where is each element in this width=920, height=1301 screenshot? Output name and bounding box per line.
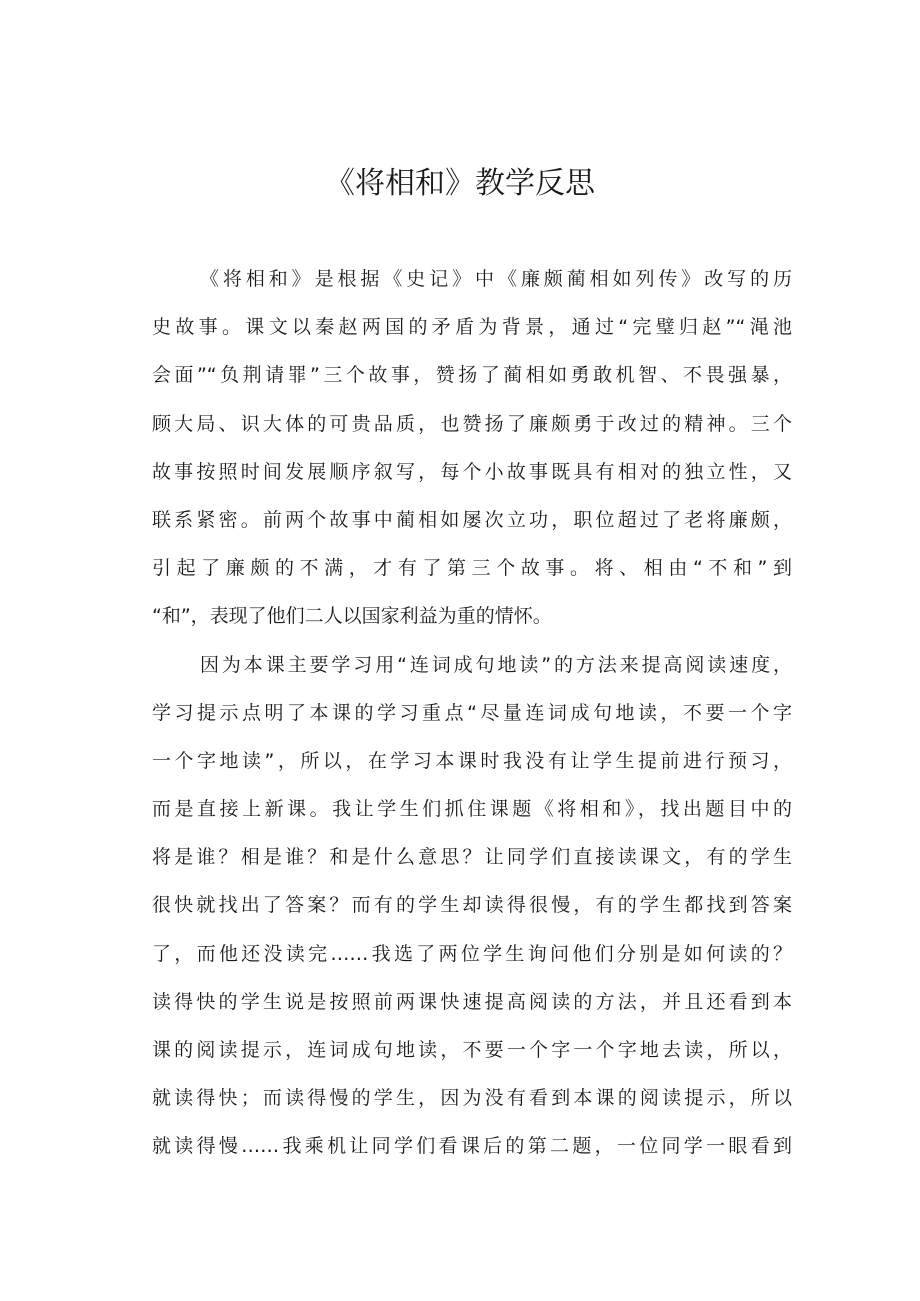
paragraph-1-line-2: 史故事。课文以秦赵两国的矛盾为背景，通过“完璧归赵”“渑池: [152, 316, 792, 339]
paragraph-2-line-2: 学习提示点明了本课的学习重点“尽量连词成句地读，不要一个字: [152, 701, 792, 724]
paragraph-1-line-8: “和”，表现了他们二人以国家利益为重的情怀。: [152, 605, 552, 628]
page-title: 《将相和》教学反思: [325, 166, 595, 201]
paragraph-1-line-7: 引起了廉颇的不满，才有了第三个故事。将、相由“不和”到: [152, 557, 792, 580]
paragraph-2-line-4: 而是直接上新课。我让学生们抓住课题《将相和》，找出题目中的: [152, 798, 792, 821]
paragraph-2-line-10: 就读得快；而读得慢的学生，因为没有看到本课的阅读提示，所以: [152, 1087, 792, 1110]
paragraph-1-line-5: 故事按照时间发展顺序叙写，每个小故事既具有相对的独立性，又: [152, 460, 792, 483]
paragraph-1-line-3: 会面”“负荆请罪”三个故事，赞扬了蔺相如勇敢机智、不畏强暴，: [152, 364, 792, 387]
paragraph-2-line-9: 课的阅读提示，连词成句地读，不要一个字一个字地去读，所以，: [152, 1039, 792, 1061]
paragraph-2-line-5: 将是谁？相是谁？和是什么意思？让同学们直接读课文，有的学生: [152, 846, 792, 869]
paragraph-2-line-11: 就读得慢……我乘机让同学们看课后的第二题，一位同学一眼看到: [152, 1135, 792, 1158]
paragraph-2-line-8: 读得快的学生说是按照前两课快速提高阅读的方法，并且还看到本: [152, 990, 792, 1013]
paragraph-2-line-6: 很快就找出了答案？而有的学生却读得很慢，有的学生都找到答案: [152, 894, 792, 917]
paragraph-1-line-6: 联系紧密。前两个故事中蔺相如屡次立功，职位超过了老将廉颇，: [152, 508, 792, 531]
paragraph-2-line-7: 了，而他还没读完……我选了两位学生询问他们分别是如何读的？: [152, 942, 792, 965]
paragraph-1-line-1: 《将相和》是根据《史记》中《廉颇蔺相如列传》改写的历: [200, 268, 792, 290]
paragraph-2-line-1: 因为本课主要学习用“连词成句地读”的方法来提高阅读速度，: [200, 653, 792, 676]
document-body: [152, 264, 792, 1180]
paragraph-1-line-4: 顾大局、识大体的可贵品质，也赞扬了廉颇勇于改过的精神。三个: [152, 412, 792, 435]
paragraph-2-line-3: 一个字地读”，所以，在学习本课时我没有让学生提前进行预习，: [152, 749, 792, 772]
